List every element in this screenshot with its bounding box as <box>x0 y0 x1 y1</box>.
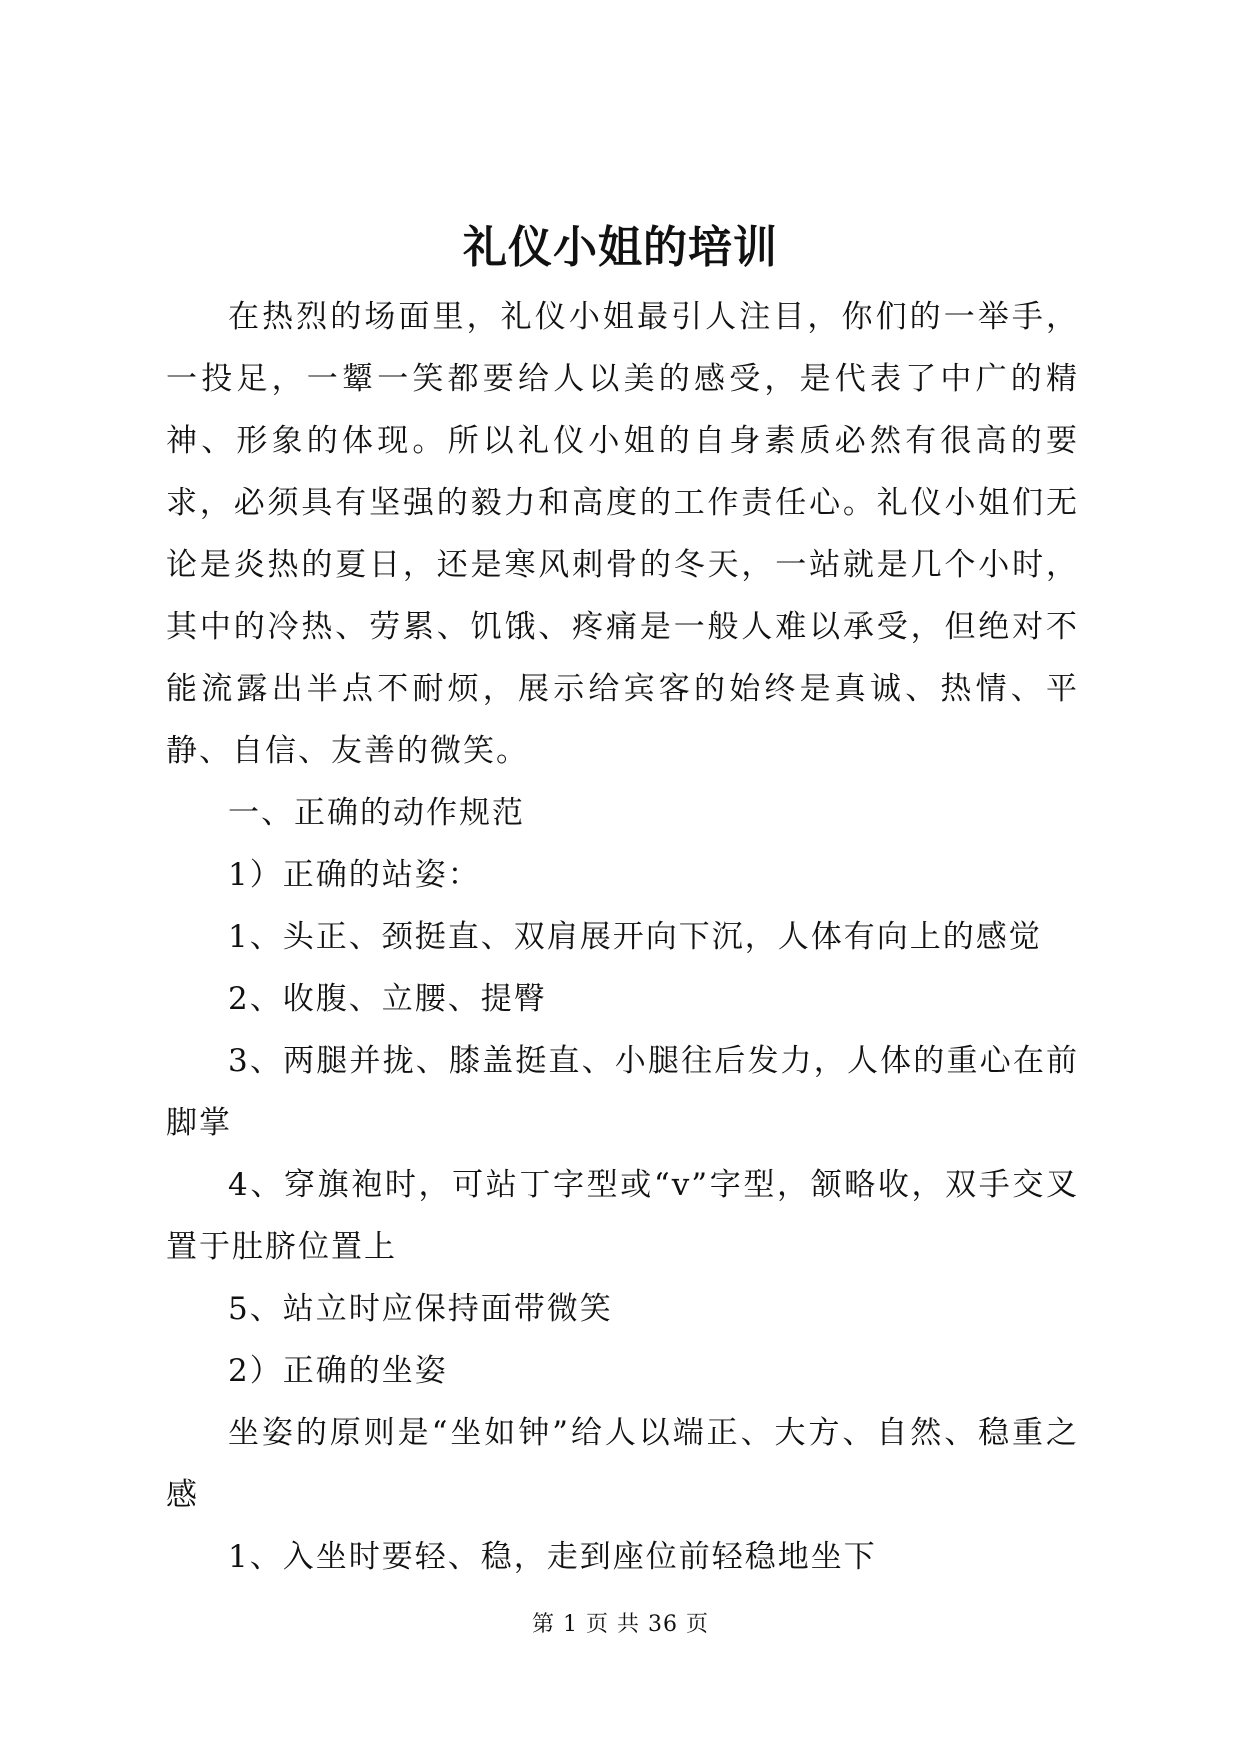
page-footer: 第 1 页 共 36 页 <box>532 1612 709 1637</box>
subsection-heading: 2）正确的坐姿 <box>228 1353 448 1389</box>
document-title: 礼仪小姐的培训 <box>463 222 778 273</box>
list-item: 2、收腹、立腰、提臀 <box>228 981 547 1017</box>
subsection-heading: 1）正确的站姿： <box>228 857 481 893</box>
list-item: 1、头正、颈挺直、双肩展开向下沉，人体有向上的感觉 <box>228 919 1042 955</box>
list-item: 3、两腿并拢、膝盖挺直、小腿往后发力，人体的重心在前脚掌 <box>166 1043 1079 1141</box>
intro-paragraph: 在热烈的场面里，礼仪小姐最引人注目，你们的一举手，一投足，一颦一笑都要给人以美的感受，是代表了中广的精神、形象的体现。所以礼仪小姐的自身素质必然有很高的要求，必须具有坚强的毅力和高度的工作责任心。礼仪小姐们无论是炎热的夏日，还是寒风刺骨的冬天，一站就是几个小时，其中的冷热、劳累、饥饿、疼痛是一般人难以承受，但绝对不能流露出半点不耐烦，展示给宾客的始终是真诚、热情、平静、自信、友善的微笑。 <box>166 299 1079 769</box>
list-item: 1、入坐时要轻、稳，走到座位前轻稳地坐下 <box>228 1539 877 1575</box>
section-heading: 一、正确的动作规范 <box>228 795 525 831</box>
body-paragraph: 坐姿的原则是“坐如钟”给人以端正、大方、自然、稳重之感 <box>166 1415 1079 1513</box>
document-body <box>166 286 1079 1588</box>
list-item: 4、穿旗袍时，可站丁字型或“v”字型，颔略收，双手交叉置于肚脐位置上 <box>166 1167 1079 1265</box>
list-item: 5、站立时应保持面带微笑 <box>228 1291 613 1327</box>
